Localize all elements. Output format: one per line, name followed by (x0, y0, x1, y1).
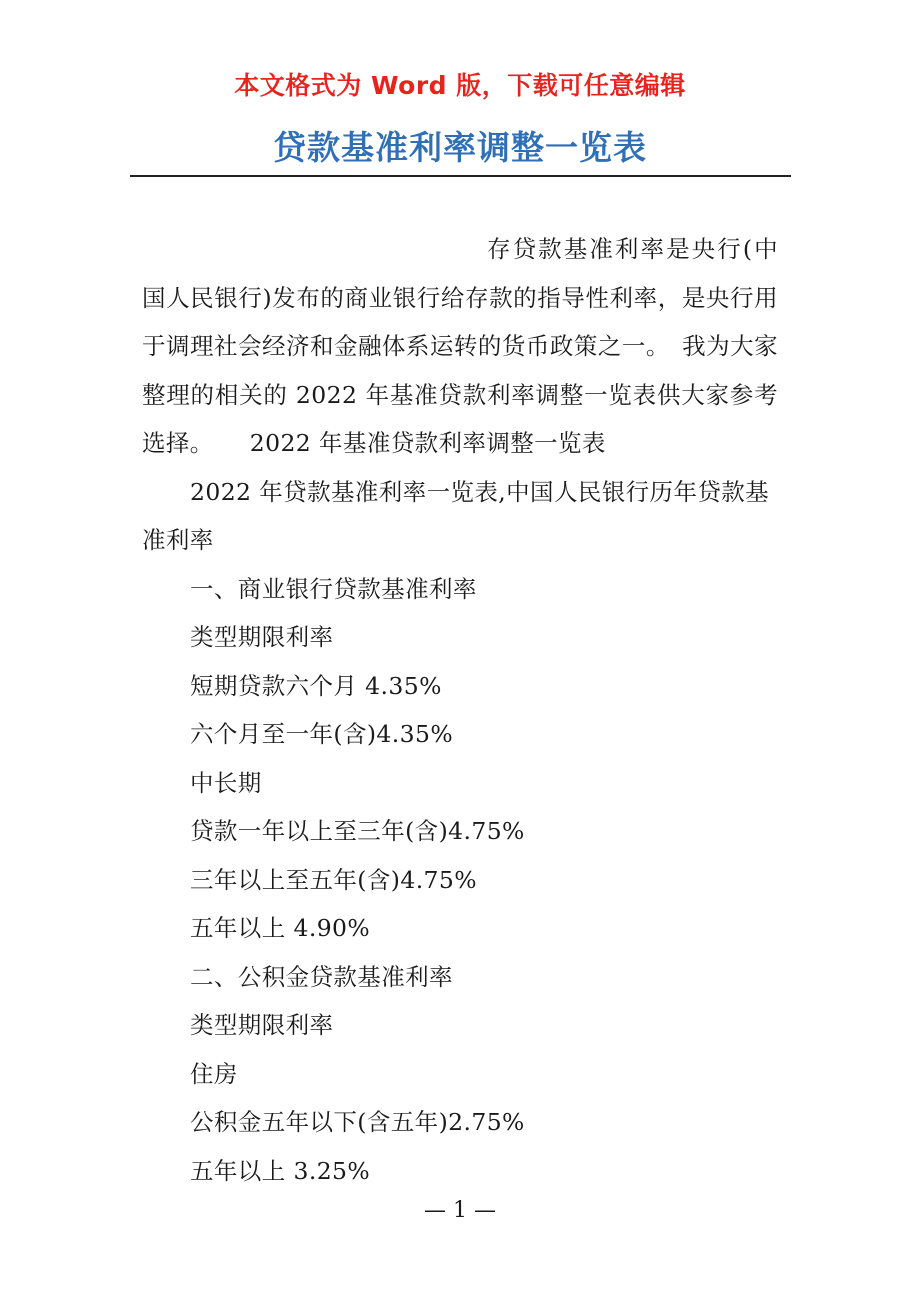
document-body (142, 225, 778, 1195)
category-line: 住房 (190, 1059, 238, 1088)
rate-line: 短期贷款六个月 4.35% (190, 671, 442, 700)
document-title: 贷款基准利率调整一览表 (273, 128, 647, 167)
rate-line: 六个月至一年(含)4.35% (190, 720, 454, 748)
table-header-line: 类型期限利率 (190, 1011, 334, 1039)
section-heading-commercial: 一、商业银行贷款基准利率 (190, 574, 477, 603)
page-number: — 1 — (424, 1198, 496, 1223)
summary-paragraph: 2022 年贷款基准利率一览表,中国人民银行历年贷款基准利率 (142, 477, 770, 554)
rate-line: 贷款一年以上至三年(含)4.75% (190, 817, 525, 845)
rate-line: 五年以上 4.90% (190, 914, 371, 942)
rate-line: 公积金五年以下(含五年)2.75% (190, 1108, 525, 1136)
rate-line: 五年以上 3.25% (190, 1156, 371, 1185)
intro-paragraph: 存贷款基准利率是央行(中国人民银行)发布的商业银行给存款的指导性利率，是央行用于调理社会经济和金融体系运转的货币政策之一。 我为大家整理的相关的 2022 年基准贷款利率调整一览表供大家参考选择。 2022 年基准贷款利率调整一览表 (142, 235, 778, 457)
category-line: 中长期 (190, 768, 262, 797)
title-divider (130, 175, 791, 177)
word-format-banner: 本文格式为 Word 版，下载可任意编辑 (234, 71, 686, 100)
rate-line: 三年以上至五年(含)4.75% (190, 865, 477, 894)
section-heading-provident-fund: 二、公积金贷款基准利率 (190, 962, 453, 991)
table-header-line: 类型期限利率 (190, 623, 334, 651)
